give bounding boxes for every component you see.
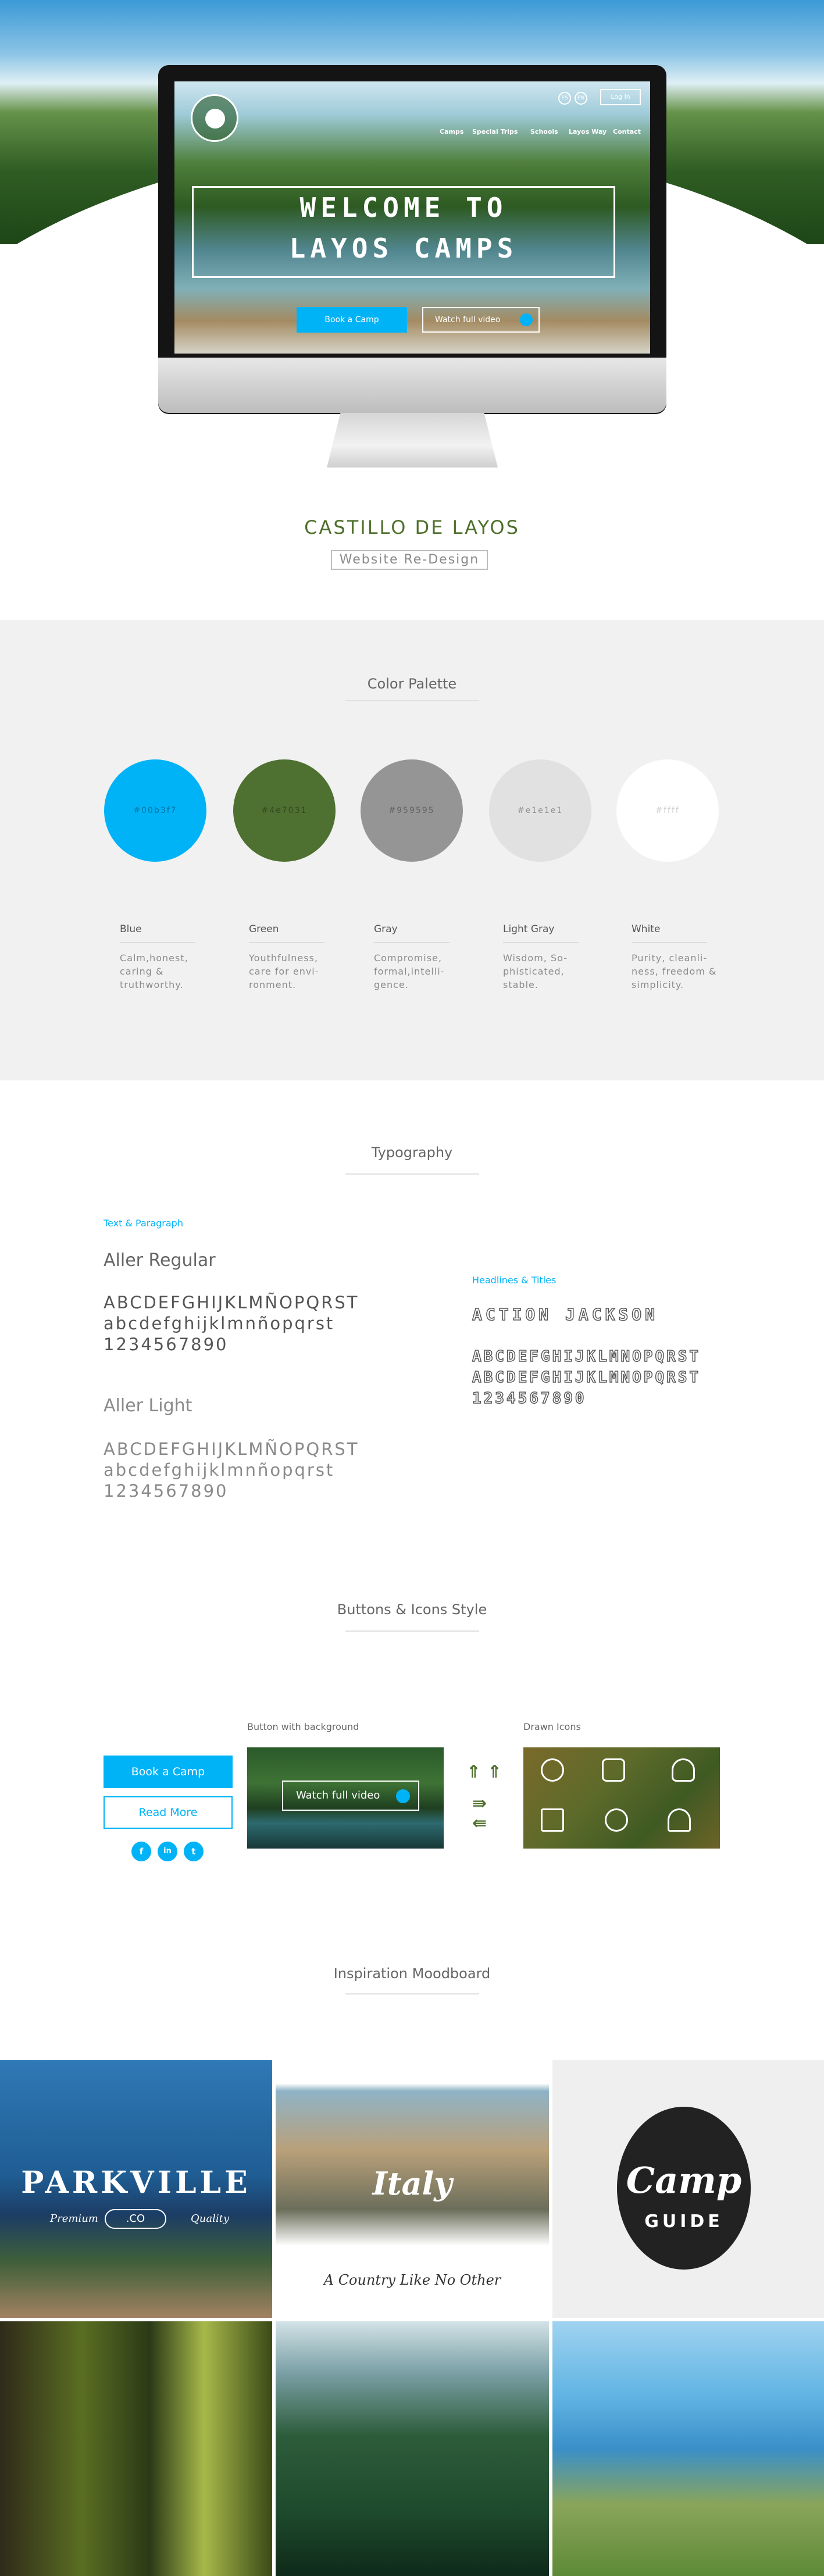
rope-icon xyxy=(541,1758,564,1782)
swatch-gray: #959595 xyxy=(361,759,463,862)
moodboard-mountain-lake-image xyxy=(276,2321,549,2576)
nav-camps[interactable]: Camps xyxy=(440,128,464,135)
swatch-gray-desc: Compromise, formal,intelli-gence. xyxy=(374,952,445,990)
watch-video-button[interactable] xyxy=(282,1781,419,1811)
action-jackson-digits: 1234567890 xyxy=(472,1390,587,1407)
screen-watch-video-button[interactable] xyxy=(422,307,540,333)
arrow-left-icon: ⇚ xyxy=(472,1813,487,1833)
italy-tagline: A Country Like No Other xyxy=(323,2272,501,2288)
moodboard-italy-image xyxy=(276,2060,549,2318)
swatch-light-gray-rule xyxy=(503,942,579,943)
campfire-icon xyxy=(541,1808,564,1832)
aller-light-lower: abcdefghijklmnñopqrst xyxy=(104,1460,335,1480)
arrow-right-icon: ⇛ xyxy=(472,1793,487,1814)
swatch-green: #4e7031 xyxy=(233,759,336,862)
login-button[interactable]: Log In xyxy=(600,89,641,105)
swatch-blue: #00b3f7 xyxy=(104,759,206,862)
aller-regular-lower: abcdefghijklmnñopqrst xyxy=(104,1314,335,1333)
book-camp-button[interactable]: Book a Camp xyxy=(104,1756,233,1788)
aller-regular-upper: ABCDEFGHIJKLMÑOPQRST xyxy=(104,1293,359,1312)
palette-heading: Color Palette xyxy=(367,676,457,692)
moodboard-camp-guide-image xyxy=(552,2060,824,2318)
language-en-icon[interactable]: EN xyxy=(575,92,587,105)
camp-guide-guide-word: GUIDE xyxy=(644,2211,723,2232)
action-jackson-upper: ABCDEFGHIJKLMNOPQRST xyxy=(472,1348,701,1365)
apple-logo-icon xyxy=(403,379,420,399)
parkville-premium: Premium xyxy=(50,2213,98,2225)
moodboard-forest-image xyxy=(0,2321,272,2576)
parkville-co: .CO xyxy=(105,2209,166,2229)
swatch-light-gray-desc: Wisdom, So-phisticated, stable. xyxy=(503,952,568,990)
swatch-blue-desc: Calm,honest, caring & truthworthy. xyxy=(120,952,188,990)
swatch-blue-name: Blue xyxy=(120,923,142,935)
action-jackson-name: ACTION JACKSON xyxy=(472,1305,659,1324)
screen-watch-video-label: Watch full video xyxy=(435,315,501,324)
action-jackson-lower: ABCDEFGHIJKLMNOPQRST xyxy=(472,1369,701,1386)
layos-logo[interactable] xyxy=(191,94,238,142)
play-icon xyxy=(520,313,533,326)
screen-book-camp-button[interactable]: Book a Camp xyxy=(297,307,407,333)
facebook-icon[interactable]: f xyxy=(131,1842,151,1861)
buttons-icons-heading: Buttons & Icons Style xyxy=(337,1601,487,1618)
palette-divider xyxy=(345,700,479,701)
typography-heading: Typography xyxy=(371,1144,453,1161)
aller-regular-name: Aller Regular xyxy=(104,1250,216,1271)
monitor-stand xyxy=(327,413,498,468)
swatch-white-name: White xyxy=(632,923,661,935)
buttons-icons-divider xyxy=(345,1630,479,1632)
aller-light-name: Aller Light xyxy=(104,1396,192,1416)
swatch-green-name: Green xyxy=(249,923,279,935)
welcome-line-1: WELCOME TO xyxy=(299,192,508,223)
headlines-titles-label: Headlines & Titles xyxy=(472,1275,557,1286)
watch-video-label: Watch full video xyxy=(296,1789,380,1801)
swatch-white: #ffff xyxy=(616,759,719,862)
moodboard-divider xyxy=(345,1993,479,1995)
beanie-icon xyxy=(668,1808,691,1832)
aller-light-digits: 1234567890 xyxy=(104,1481,229,1501)
moodboard-parkville-image xyxy=(0,2060,272,2318)
linkedin-icon[interactable]: in xyxy=(158,1842,177,1861)
swatch-light-gray-name: Light Gray xyxy=(503,923,555,935)
parkville-quality: Quality xyxy=(191,2213,229,2225)
drawn-icons-label: Drawn Icons xyxy=(523,1721,581,1732)
swatch-light-gray: #e1e1e1 xyxy=(489,759,591,862)
swatch-white-desc: Purity, cleanli-ness, freedom & simplicity. xyxy=(632,952,717,990)
nav-layos-way[interactable]: Layos Way xyxy=(569,128,607,135)
torch-icon xyxy=(672,1758,695,1782)
swatch-blue-rule xyxy=(120,942,195,943)
language-es-icon[interactable]: ES xyxy=(558,92,571,105)
parkville-word: PARKVILLE xyxy=(21,2165,251,2200)
nav-contact[interactable]: Contact xyxy=(613,128,641,135)
moodboard-heading: Inspiration Moodboard xyxy=(333,1965,491,1982)
aller-regular-digits: 1234567890 xyxy=(104,1335,229,1354)
binoculars-icon xyxy=(602,1758,625,1782)
project-subtitle: Website Re-Design xyxy=(331,550,488,570)
camp-guide-camp-word: Camp xyxy=(626,2159,742,2202)
project-title: CASTILLO DE LAYOS xyxy=(304,516,520,538)
aller-light-upper: ABCDEFGHIJKLMÑOPQRST xyxy=(104,1439,359,1459)
read-more-button[interactable]: Read More xyxy=(104,1796,233,1829)
typography-divider xyxy=(345,1173,479,1175)
carabiner-icon xyxy=(605,1808,628,1832)
swatch-gray-name: Gray xyxy=(374,923,398,935)
nav-special-trips[interactable]: Special Trips xyxy=(472,128,518,135)
button-with-background-label: Button with background xyxy=(247,1721,359,1732)
moodboard-coast-image xyxy=(552,2321,824,2576)
arrow-up-icon: ⇑ xyxy=(466,1762,481,1782)
swatch-white-rule xyxy=(632,942,707,943)
swatch-green-rule xyxy=(249,942,324,943)
nav-schools[interactable]: Schools xyxy=(530,128,558,135)
arrow-up-icon: ⇑ xyxy=(487,1762,502,1782)
text-paragraph-label: Text & Paragraph xyxy=(104,1218,183,1229)
welcome-line-2: LAYOS CAMPS xyxy=(289,233,518,264)
italy-word: Italy xyxy=(372,2165,452,2202)
hero-section xyxy=(0,0,824,620)
swatch-green-desc: Youthfulness, care for envi-ronment. xyxy=(249,952,319,990)
twitter-icon[interactable]: t xyxy=(184,1842,204,1861)
swatch-gray-rule xyxy=(374,942,450,943)
play-icon xyxy=(396,1789,410,1803)
